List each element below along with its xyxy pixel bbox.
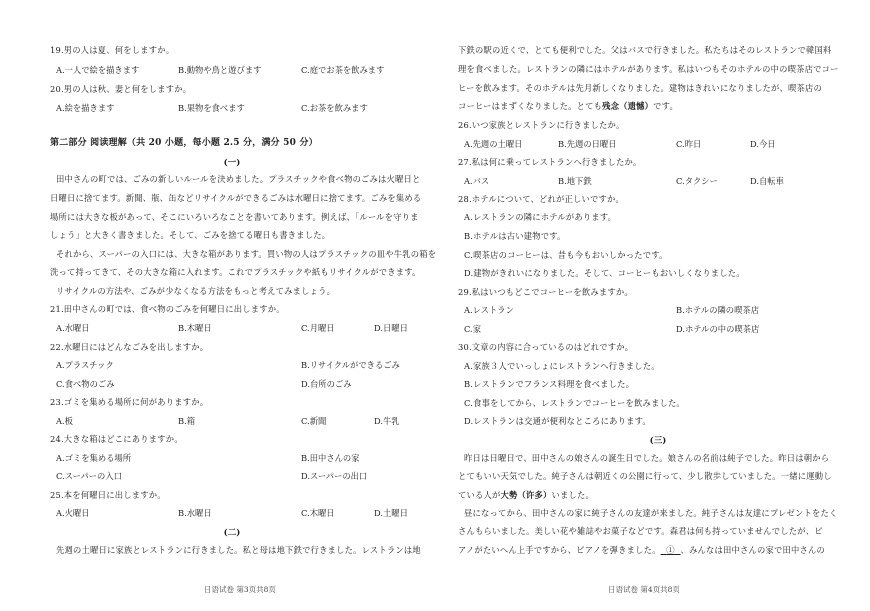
question-20: 20.男の人は秋、妻と何をしますか。 (50, 84, 192, 94)
option-29d: D.ホテルの中の喫茶店 (676, 324, 760, 334)
passage-1-line-7: リサイクルの方法や、ごみが少なくなる方法をもっと考えてみましょう。 (56, 286, 336, 296)
question-21: 21.田中さんの町では、食べ物のごみを何曜日に出しますか。 (50, 304, 285, 314)
option-25a: A.火曜日 (56, 508, 90, 518)
page-footer-left: 日语试卷 第3页共8页 (204, 585, 276, 594)
option-20b: B.果物を食べます (178, 103, 245, 113)
option-22d: D.台所のごみ (301, 379, 352, 389)
passage-1-line-4: しょう」と大きく書きました。そして、ごみを捨てる曜日も書きました。 (50, 230, 331, 240)
option-20a: A.絵を描きます (56, 103, 115, 113)
option-22c: C.食べ物のごみ (56, 379, 115, 389)
option-23c: C.新聞 (301, 416, 327, 426)
option-27d: D.自転車 (750, 176, 784, 186)
blank-1: ① (666, 545, 675, 555)
passage-3-line-1: 昨日は日曜日で、田中さんの娘さんの誕生日でした。娘さんの名前は純子でした。昨日は朝から (464, 453, 830, 463)
bold-word-zannen: 残念（遗憾） (602, 101, 654, 111)
option-26d: D.今日 (750, 139, 776, 149)
question-22: 22.水曜日にはどんなごみを出しますか。 (50, 342, 209, 352)
passage-3-line-5: さんもらいました。美しい花や雑誌やお菓子などです。森君は何も持っていませんでしたが、ピ (458, 526, 823, 536)
section-title: 第二部分 阅读理解（共 20 小题，每小题 2.5 分，满分 50 分） (50, 138, 318, 148)
option-21c: C.月曜日 (301, 323, 335, 333)
option-21d: D.日曜日 (374, 323, 408, 333)
option-29a: A.レストラン (464, 305, 514, 315)
option-28b: B.ホテルは古い建物です。 (464, 231, 566, 241)
option-22b: B.リサイクルができるごみ (301, 360, 400, 370)
page-footer-right: 日语试卷 第4页共8页 (608, 585, 680, 594)
option-27c: C.タクシー (676, 176, 718, 186)
option-27a: A.バス (464, 176, 490, 186)
passage-3-line-4: 昼になってから、田中さんの家に純子さんの友達が来ました。純子さんは友達にプレゼントをたく (464, 508, 838, 518)
option-22a: A.プラスチック (56, 360, 114, 370)
passage-1-line-3: 場所には大きな板があって、そこにいろいろなことを書いてあります。例えば、「ルールを守りま (50, 212, 419, 222)
passage-1-line-1: 田中さんの町では、ごみの新しいルールを決めました。プラスチックや食べ物のごみは火曜日と (56, 174, 421, 184)
question-25: 25.本を何曜日に出しますか。 (50, 490, 166, 500)
option-28c: C.喫茶店のコーヒーは、昔も今もおいしかったです。 (464, 250, 668, 260)
option-25b: B.水曜日 (178, 508, 212, 518)
part-1-label: (一) (223, 158, 241, 168)
option-21a: A.水曜日 (56, 323, 90, 333)
option-26a: A.先週の土曜日 (464, 139, 523, 149)
option-24a: A.ゴミを集める場所 (56, 453, 132, 463)
passage-1-line-5: それから、スーパーの入口には、大きな箱があります。買い物の人はプラスチックの皿や牛乳の箱を (56, 249, 437, 259)
option-19b: B.動物や鳥と遊びます (178, 65, 262, 75)
option-25d: D.土曜日 (374, 508, 408, 518)
passage-2-line-5: コーヒーはまずくなりました。とても残念（遗憾）です。 (458, 101, 678, 111)
option-30b: B.レストランでフランス料理を食べました。 (464, 379, 635, 389)
option-24c: C.スーパーの入口 (56, 471, 122, 481)
passage-2-line-3: 理を食べました。レストランの隣にはホテルがあります。私はいつもそのホテルの中の喫茶店でコー (458, 64, 839, 74)
passage-2-line-4: ヒーを飲みます。そのホテルは先月新しくなりました。建物はきれいになりましたが、喫茶店の (458, 83, 822, 93)
question-24: 24.大きな箱はどこにありますか。 (50, 434, 183, 444)
passage-2-line-1: 先週の土曜日に家族とレストランに行きました。私と母は地下鉄で行きました。レストランは地 (56, 545, 421, 555)
option-23b: B.箱 (178, 416, 196, 426)
question-28: 28.ホテルについて、どれが正しいですか。 (458, 194, 624, 204)
left-page (32, 0, 437, 611)
option-29b: B.ホテルの隣の喫茶店 (676, 305, 759, 315)
question-19: 19.男の人は夏、何をしますか。 (50, 45, 175, 55)
bold-word-oozei: 大勢（许多） (500, 490, 552, 500)
option-19c: C.庭でお茶を飲みます (301, 65, 385, 75)
part-2-label: (二) (223, 528, 241, 538)
question-23: 23.ゴミを集める場所に何がありますか。 (50, 397, 209, 407)
question-29: 29.私はいつもどこでコーヒーを飲みますか。 (458, 287, 633, 297)
passage-2-line-2: 下鉄の駅の近くで、とても便利でした。父はバスで行きました。私たちはそのレストランで韓国料 (458, 45, 832, 55)
question-26: 26.いつ家族とレストランに行きましたか。 (458, 120, 625, 130)
option-30c: C.食事をしてから、レストランでコーヒーを飲みました。 (464, 398, 685, 408)
option-24b: B.田中さんの家 (301, 453, 360, 463)
passage-1-line-2: 日曜日に捨てます。新聞、瓶、缶などリサイクルができるごみは水曜日に捨てます。ごみを集める (50, 193, 422, 203)
option-23d: D.牛乳 (374, 416, 400, 426)
question-30: 30.文章の内容に合っているのはどれですか。 (458, 342, 634, 352)
option-26c: C.昨日 (676, 139, 702, 149)
part-3-label: (三) (649, 436, 667, 446)
option-20c: C.お茶を飲みます (301, 103, 368, 113)
option-26b: B.先週の日曜日 (558, 139, 617, 149)
option-23a: A.板 (56, 416, 73, 426)
option-27b: B.地下鉄 (558, 176, 592, 186)
passage-3-line-6: アノがたいへん上手ですから、ピアノを弾きました。 ① 、みんなは田中さんの家で田中さんの (458, 545, 825, 555)
option-25c: C.木曜日 (301, 508, 335, 518)
option-30d: D.レストランは交通が便利なところにあります。 (464, 416, 651, 426)
passage-1-line-6: 洗って持ってきて、その大きな箱に入れます。これでプラスチックや紙もリサイクルができます。 (50, 267, 421, 277)
question-27: 27.私は何に乗ってレストランへ行きましたか。 (458, 157, 642, 167)
option-29c: C.家 (464, 324, 481, 334)
option-30a: A.家族３人でいっしょにレストランへ行きました。 (464, 361, 660, 371)
option-19a: A.一人で絵を描きます (56, 65, 140, 75)
passage-3-line-3: ている人が大勢（许多）いました。 (458, 490, 594, 500)
option-21b: B.木曜日 (178, 323, 212, 333)
option-24d: D.スーパーの出口 (301, 471, 368, 481)
right-page (458, 0, 858, 611)
option-28a: A.レストランの隣にホテルがあります。 (464, 212, 617, 222)
passage-3-line-2: とてもいい天気でした。純子さんは朝近くの公園に行って、少し散歩していました。一緒に運動し (458, 471, 832, 481)
option-28d: D.建物がきれいになりました。そして、コーヒーもおいしくなりました。 (464, 268, 745, 278)
